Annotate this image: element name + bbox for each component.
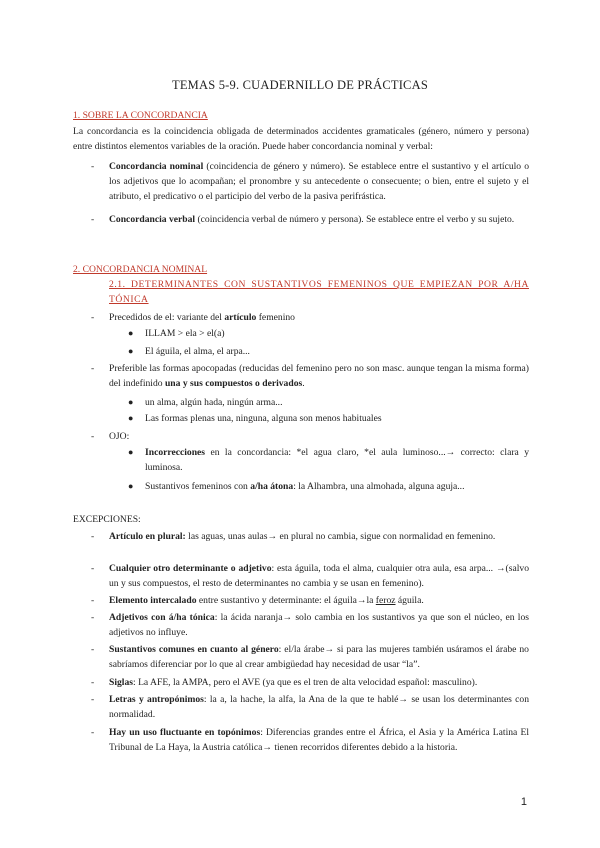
list-item-nominal [109,159,529,204]
text-run: . [302,378,305,389]
sublist-item: Las formas plenas una, ninguna, alguna son menos habituales [145,413,382,424]
dash-bullet: - [91,595,95,606]
dash-bullet: - [91,312,95,323]
term-verbal: Concordancia verbal [109,214,196,225]
text-bold: Elemento intercalado [109,595,197,606]
text-bold: Siglas [109,677,133,688]
exception-item [109,692,529,722]
round-bullet: ● [128,413,134,423]
page-number: 1 [520,796,527,808]
sublist-item [145,445,529,475]
term-nominal-text: (coincidencia de género y número). Se establece entre el sustantivo y el artículo o los adjetivos que lo acompañan; el pronombre y su antecedente o consecuente; o bien, entre el sujeto y el atributo, el predicativo o el participio del verbo de la pasiva perifrástica. [109,161,530,202]
text-bold: artículo [224,312,257,323]
round-bullet: ● [128,328,134,338]
text-run: águila. [395,595,424,606]
list-item-verbal [109,212,529,227]
sublist-item [145,479,529,494]
exception-item [109,529,529,544]
text-run: : el/la árabe→ si para las mujeres también usáramos el árabe no sabríamos diferenciar por lo que al crear ambigüedad hay necesidad de usar “la”. [109,644,529,670]
text-run: : la a, la hache, la alfa, la Ana de la que te hablé→ se usan los determinantes con normalidad. [109,694,529,720]
text-run: Precedidos de el: variante del [109,312,225,323]
exception-item [109,642,529,672]
round-bullet: ● [128,447,134,457]
section-intro: La concordancia es la coincidencia obligada de determinados accidentes gramaticales (género, número y persona) entre distintos elementos variables de la oración. Puede haber concordancia nominal y verbal: [73,126,529,152]
round-bullet: ● [128,397,134,407]
dash-bullet: - [91,431,95,442]
text-run: : esta águila, toda el alma, cualquier otra aula, esa arpa... →(salvo un y sus compuestos, el resto de determinantes no cambia y se usan en femenino). [109,563,529,589]
text-bold: Adjetivos con á/ha tónica [109,612,215,623]
dash-bullet: - [91,161,95,172]
text-bold: Incorrecciones [145,447,206,458]
sublist-item: un alma, algún hada, ningún arma... [145,397,283,408]
text-run: en la concordancia: *el agua claro, *el aula luminoso...→ correcto: clara y luminosa. [145,447,529,473]
exception-item [109,725,529,755]
text-bold: Cualquier otro determinante o adjetivo [109,563,272,574]
dash-bullet: - [91,563,95,574]
excepciones-heading: EXCEPCIONES: [73,514,141,525]
text-run: : la Alhambra, una almohada, alguna aguja... [293,481,465,492]
section-heading-nominal: 2. CONCORDANCIA NOMINAL [73,264,208,275]
text-run: : Diferencias grandes entre el África, el Asia y la América Latina El Tribunal de La Haya, la Austria católica→ tienen recorridos diferentes debido a la historia. [109,727,529,753]
list-item-articulo [109,310,529,325]
sublist-item: El águila, el alma, el arpa... [145,346,250,357]
list-item-indefinido [109,361,529,391]
exception-item [109,561,529,591]
term-nominal: Concordancia nominal [109,161,204,172]
dash-bullet: - [91,677,95,688]
dash-bullet: - [91,363,95,374]
text-bold: Sustantivos comunes en cuanto al género [109,644,279,655]
text-run: Preferible las formas apocopadas (reducidas del femenino pero no son masc. aunque tengan la misma forma) del indefinido [109,363,529,389]
term-verbal-text: (coincidencia verbal de número y persona). Se establece entre el verbo y su sujeto. [195,214,515,225]
text-bold: una y sus compuestos o derivados [164,378,303,389]
dash-bullet: - [91,644,95,655]
round-bullet: ● [128,346,134,356]
dash-bullet: - [91,612,95,623]
dash-bullet: - [91,727,95,738]
exception-item [109,675,529,690]
section-heading-concordancia: 1. SOBRE LA CONCORDANCIA [73,110,208,121]
text-run: Sustantivos femeninos con [145,481,251,492]
round-bullet: ● [128,481,134,491]
dash-bullet: - [91,531,95,542]
exception-item [109,593,529,608]
text-bold: Letras y antropónimos [109,694,204,705]
text-bold: a/ha átona [250,481,294,492]
text-bold: Hay un uso fluctuante en topónimos [109,727,261,738]
page-title: TEMAS 5-9. CUADERNILLO DE PRÁCTICAS [172,78,428,92]
text-run: entre sustantivo y determinante: el águila→la [196,595,376,606]
text-run: femenino [256,312,295,323]
text-bold: Artículo en plural: [109,531,186,542]
list-item-ojo: OJO: [109,431,130,442]
exception-item [109,610,529,640]
dash-bullet: - [91,214,95,225]
text-run: las aguas, unas aulas→ en plural no cambia, sigue con normalidad en femenino. [185,531,496,542]
text-run: : La AFE, la AMPA, pero el AVE (ya que es el tren de alta velocidad español: masculino). [133,677,478,688]
subsection-heading: 2.1. DETERMINANTES CON SUSTANTIVOS FEMENINOS QUE EMPIEZAN POR A/HA TÓNICA [109,279,529,305]
text-run: : la ácida naranja→ solo cambia en los sustantivos ya que son el núcleo, en los adjetivos no influye. [109,612,529,638]
dash-bullet: - [91,694,95,705]
text-underlined: feroz [375,595,396,606]
sublist-item: ILLAM > ela > el(a) [145,328,225,339]
